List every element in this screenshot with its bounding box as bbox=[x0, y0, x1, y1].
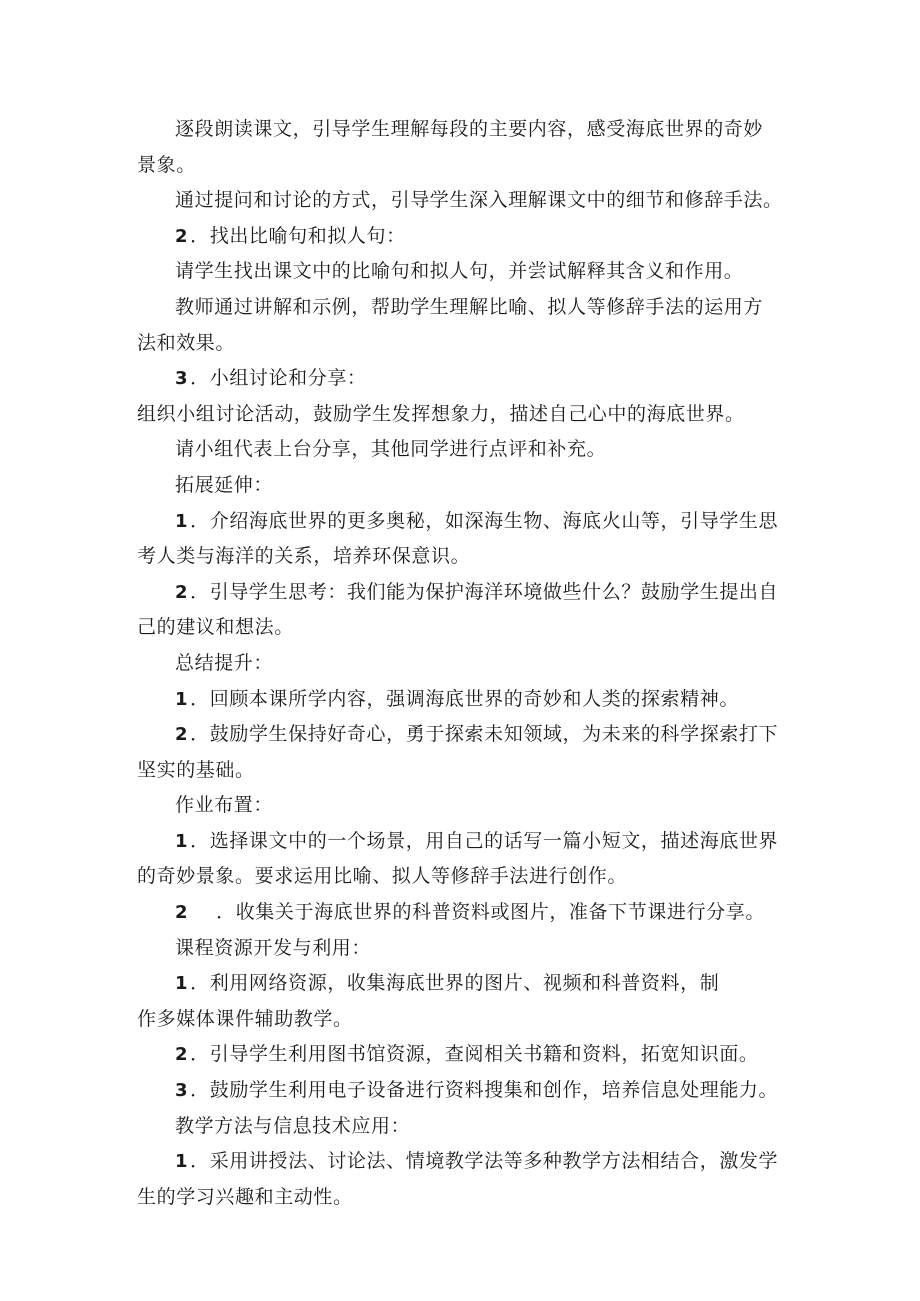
item-number: 1 bbox=[175, 830, 189, 852]
line-text: 总结提升： bbox=[175, 651, 274, 674]
paragraph-line bbox=[137, 1180, 793, 1216]
paragraph-line bbox=[137, 148, 793, 184]
line-text: 生的学习兴趣和主动性。 bbox=[137, 1185, 353, 1208]
item-separator: ． bbox=[190, 723, 210, 746]
item-separator: ． bbox=[190, 509, 210, 532]
line-text: 请小组代表上台分享，其他同学进行点评和补充。 bbox=[175, 438, 607, 461]
line-text: 拓展延伸： bbox=[175, 473, 274, 496]
section-heading bbox=[137, 1109, 793, 1145]
line-text: 课程资源开发与利用： bbox=[175, 936, 372, 959]
item-number: 2 bbox=[175, 724, 189, 746]
paragraph-line bbox=[137, 539, 793, 575]
line-text: 景象。 bbox=[137, 153, 196, 176]
numbered-item bbox=[137, 895, 793, 931]
item-separator: ． bbox=[190, 687, 210, 710]
item-number: 1 bbox=[175, 1151, 189, 1173]
paragraph-line bbox=[137, 1002, 793, 1038]
numbered-item bbox=[137, 1073, 793, 1109]
line-text: 己的建议和想法。 bbox=[137, 616, 294, 639]
line-text: 引导学生利用图书馆资源，查阅相关书籍和资料，拓宽知识面。 bbox=[209, 1043, 759, 1066]
line-text: 介绍海底世界的更多奥秘，如深海生物、海底火山等，引导学生思 bbox=[209, 509, 779, 532]
line-text: 找出比喻句和拟人句： bbox=[209, 224, 406, 247]
item-number: 2 bbox=[175, 1044, 189, 1066]
item-number: 1 bbox=[175, 973, 189, 995]
line-text: 请学生找出课文中的比喻句和拟人句，并尝试解释其含义和作用。 bbox=[175, 260, 744, 283]
line-text: 鼓励学生保持好奇心，勇于探索未知领域，为未来的科学探索打下 bbox=[209, 723, 779, 746]
section-heading bbox=[137, 931, 793, 967]
item-number: 2 bbox=[175, 581, 189, 603]
line-text: 组织小组讨论活动，鼓励学生发挥想象力，描述自己心中的海底世界。 bbox=[137, 402, 745, 425]
line-text: 回顾本课所学内容，强调海底世界的奇妙和人类的探索精神。 bbox=[209, 687, 739, 710]
section-heading bbox=[137, 468, 793, 504]
item-number: 3 bbox=[175, 1080, 189, 1102]
numbered-item bbox=[137, 219, 793, 255]
paragraph-line bbox=[137, 859, 793, 895]
numbered-item bbox=[137, 361, 793, 397]
paragraph-line bbox=[137, 112, 793, 148]
numbered-item bbox=[137, 1144, 793, 1180]
section-heading bbox=[137, 788, 793, 824]
line-text: 逐段朗读课文，引导学生理解每段的主要内容，感受海底世界的奇妙 bbox=[175, 118, 764, 140]
line-text: 教师通过讲解和示例，帮助学生理解比喻、拟人等修辞手法的运用方 bbox=[175, 295, 764, 318]
item-separator: ． bbox=[190, 367, 210, 390]
line-text: 作多媒体课件辅助教学。 bbox=[137, 1007, 353, 1030]
numbered-item bbox=[137, 966, 793, 1002]
paragraph-line bbox=[137, 610, 793, 646]
item-separator: ． bbox=[190, 829, 210, 852]
section-heading bbox=[137, 646, 793, 682]
line-text: 鼓励学生利用电子设备进行资料搜集和创作，培养信息处理能力。 bbox=[209, 1079, 779, 1102]
line-text: 通过提问和讨论的方式，引导学生深入理解课文中的细节和修辞手法。 bbox=[175, 189, 783, 212]
numbered-item bbox=[137, 717, 793, 753]
item-separator: ． bbox=[190, 1150, 210, 1173]
line-text: 法和效果。 bbox=[137, 331, 236, 354]
item-separator: ． bbox=[190, 580, 210, 603]
paragraph-line bbox=[137, 753, 793, 789]
line-text: 选择课文中的一个场景，用自己的话写一篇小短文，描述海底世界 bbox=[209, 829, 779, 852]
line-text: 考人类与海洋的关系，培养环保意识。 bbox=[137, 545, 471, 568]
line-text: 引导学生思考：我们能为保护海洋环境做些什么？鼓励学生提出自 bbox=[209, 580, 779, 603]
line-text: 坚实的基础。 bbox=[137, 758, 255, 781]
paragraph-line bbox=[137, 183, 793, 219]
paragraph-line bbox=[137, 326, 793, 362]
item-separator: ． bbox=[190, 1043, 210, 1066]
paragraph-line bbox=[137, 397, 793, 433]
numbered-item bbox=[137, 504, 793, 540]
paragraph-line bbox=[137, 432, 793, 468]
line-text: 作业布置： bbox=[175, 794, 274, 817]
item-number: 1 bbox=[175, 510, 189, 532]
line-text: 利用网络资源，收集海底世界的图片、视频和科普资料，制 bbox=[209, 972, 720, 995]
paragraph-line bbox=[137, 254, 793, 290]
item-number: 2 bbox=[175, 902, 189, 924]
line-text: 的奇妙景象。要求运用比喻、拟人等修辞手法进行创作。 bbox=[137, 865, 628, 888]
paragraph-line bbox=[137, 290, 793, 326]
numbered-item bbox=[137, 824, 793, 860]
numbered-item bbox=[137, 575, 793, 611]
item-number: 1 bbox=[175, 688, 189, 710]
numbered-item bbox=[137, 682, 793, 718]
item-separator: ． bbox=[190, 1079, 210, 1102]
item-number: 3 bbox=[175, 368, 189, 390]
item-separator: ． bbox=[216, 901, 236, 924]
line-text: 采用讲授法、讨论法、情境教学法等多种教学方法相结合，激发学 bbox=[209, 1150, 779, 1173]
item-separator: ． bbox=[190, 972, 210, 995]
line-text: 小组讨论和分享： bbox=[209, 367, 367, 390]
item-separator: ． bbox=[190, 224, 210, 247]
line-text: 收集关于海底世界的科普资料或图片，准备下节课进行分享。 bbox=[235, 901, 765, 924]
document-body bbox=[137, 112, 793, 1215]
line-text: 教学方法与信息技术应用： bbox=[175, 1114, 411, 1137]
numbered-item bbox=[137, 1037, 793, 1073]
item-number: 2 bbox=[175, 225, 189, 247]
